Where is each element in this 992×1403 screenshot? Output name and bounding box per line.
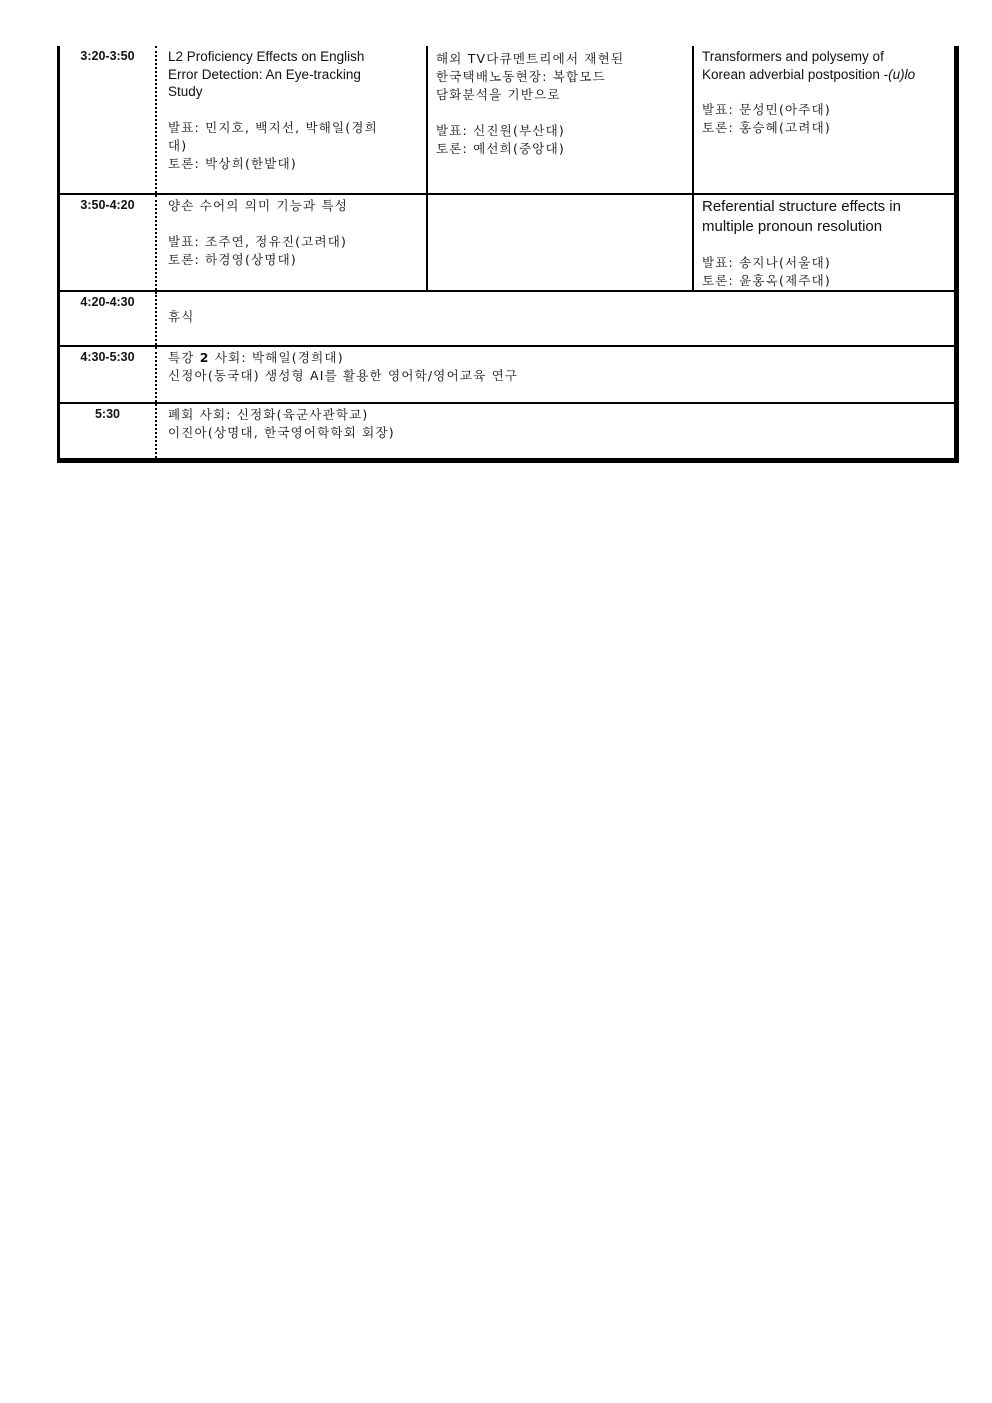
session-title: multiple pronoun resolution: [702, 217, 883, 235]
session-cell-2-empty: [426, 195, 692, 290]
break-cell: [160, 292, 954, 345]
session-title: Error Detection: An Eye-tracking: [168, 66, 361, 82]
special-lecture-speaker: 신정아(동국대) 생성형 AI를 활용한 영어학/영어교육 연구: [168, 368, 519, 383]
discussant-text: 토론: 홍승혜(고려대): [702, 120, 831, 135]
session-cell-3: [692, 46, 955, 193]
session-title-part: Korean adverbial postposition -: [702, 66, 889, 82]
discussant-text: 토론: 윤홍옥(제주대): [702, 273, 831, 288]
session-title: Study: [168, 84, 203, 99]
presenter-text: 발표: 송지나(서울대): [702, 255, 831, 270]
presenter-text: 발표: 신진원(부산대): [436, 123, 565, 138]
schedule-row-350: [60, 193, 954, 290]
time-cell: 3:20-3:50: [60, 46, 157, 193]
session-title: 양손 수어의 의미 기능과 특성: [168, 198, 348, 213]
presenter-text: 대): [168, 137, 188, 153]
presenter-text: 발표: 민지호, 백지선, 박해일(경희: [168, 119, 378, 135]
special-lecture-cell: [160, 347, 954, 402]
session-cell-3: [692, 195, 955, 290]
discussant-text: 토론: 하경영(상명대): [168, 252, 297, 267]
session-title: Referential structure effects in: [702, 198, 901, 215]
time-cell: 4:20-4:30: [60, 292, 157, 345]
schedule-row-320: [60, 46, 954, 193]
session-cell-1: [160, 195, 426, 290]
schedule-row-430: [60, 345, 954, 402]
special-lecture-label: 특강: [168, 350, 195, 365]
session-title: Transformers and polysemy of: [702, 49, 884, 64]
session-title: L2 Proficiency Effects on English: [168, 49, 365, 64]
session-title: 한국택배노동현장: 복합모드: [436, 69, 606, 84]
time-cell: 4:30-5:30: [60, 347, 157, 402]
closing-speaker: 이진아(상명대, 한국영어학학회 회장): [168, 425, 395, 440]
presenter-text: 발표: 조주연, 정유진(고려대): [168, 234, 348, 249]
schedule-row-420: [60, 290, 954, 345]
schedule-table: [57, 46, 959, 463]
schedule-row-530: [60, 402, 954, 458]
time-cell: 3:50-4:20: [60, 195, 157, 290]
session-title: [702, 66, 947, 84]
presenter-text: 발표: 문성민(아주대): [702, 102, 831, 117]
break-text: 휴식: [168, 309, 195, 324]
session-title: 해외 TV다큐멘트리에서 재현된: [436, 51, 625, 66]
moderator-text: 사회: 박해일(경희대): [214, 350, 344, 365]
session-title: 담화분석을 기반으로: [436, 87, 561, 102]
session-cell-2: [426, 46, 692, 193]
special-lecture-heading: [168, 349, 946, 367]
special-lecture-number: 2: [199, 350, 210, 365]
session-title-italic: (u)lo: [888, 66, 916, 82]
closing-moderator: 폐회 사회: 신정화(육군사관학교): [168, 407, 369, 422]
time-cell: 5:30: [60, 404, 157, 458]
discussant-text: 토론: 박상희(한밭대): [168, 155, 297, 171]
discussant-text: 토론: 예선희(중앙대): [436, 141, 565, 156]
session-cell-1: [160, 46, 426, 193]
closing-cell: [160, 404, 954, 458]
